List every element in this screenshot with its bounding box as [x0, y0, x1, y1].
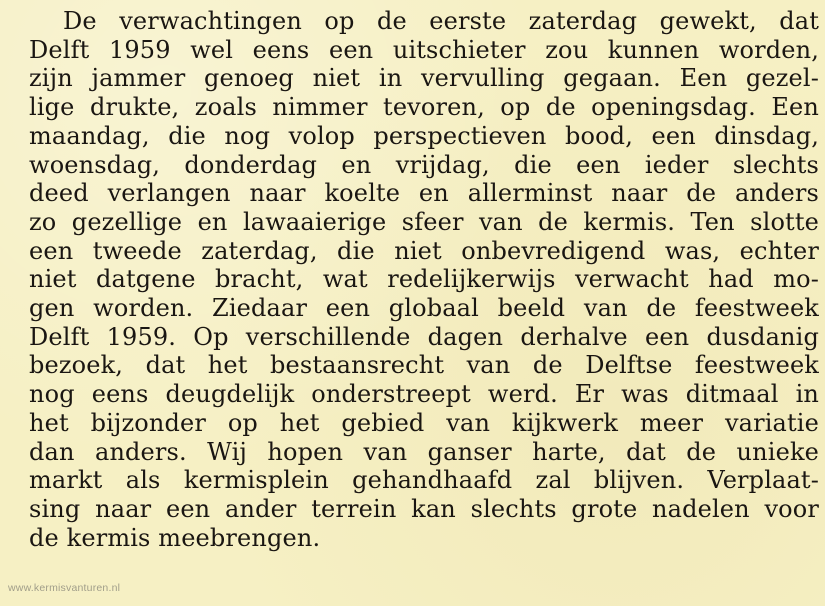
- article-text: [29, 7, 819, 552]
- article-line: niet datgene bracht, wat redelijkerwijs verwacht had mo-: [29, 265, 819, 294]
- article-line: zo gezellige en lawaaierige sfeer van de kermis. Ten slotte: [29, 207, 819, 236]
- article-line: zijn jammer genoeg niet in vervulling gegaan. Een gezel-: [29, 64, 819, 93]
- article-line: maandag, die nog volop perspectieven bood, een dinsdag,: [29, 121, 819, 150]
- article-line: gen worden. Ziedaar een globaal beeld van de feestweek: [29, 294, 819, 323]
- article-line: lige drukte, zoals nimmer tevoren, op de openingsdag. Een: [29, 93, 819, 122]
- article-line: Delft 1959. Op verschillende dagen derhalve een dusdanig: [29, 322, 819, 351]
- article-line: een tweede zaterdag, die niet onbevredigend was, echter: [29, 236, 819, 265]
- article-line: De verwachtingen op de eerste zaterdag gewekt, dat: [63, 7, 819, 35]
- article-line: Delft 1959 wel eens een uitschieter zou kunnen worden,: [29, 35, 819, 64]
- article-line-last: de kermis meebrengen.: [29, 523, 321, 552]
- article-line: woensdag, donderdag en vrijdag, die een ieder slechts: [29, 150, 819, 179]
- article-line: het bijzonder op het gebied van kijkwerk meer variatie: [29, 408, 819, 437]
- article-line: bezoek, dat het bestaansrecht van de Delftse feestweek: [29, 351, 819, 380]
- article-line: sing naar een ander terrein kan slechts grote nadelen voor: [29, 494, 819, 523]
- article-line: markt als kermisplein gehandhaafd zal blijven. Verplaat-: [29, 466, 819, 495]
- article-line: deed verlangen naar koelte en allerminst naar de anders: [29, 179, 819, 208]
- article-line: dan anders. Wij hopen van ganser harte, dat de unieke: [29, 437, 819, 466]
- article-line: nog eens deugdelijk onderstreept werd. Er was ditmaal in: [29, 380, 819, 409]
- watermark: www.kermisvanturen.nl: [8, 582, 121, 594]
